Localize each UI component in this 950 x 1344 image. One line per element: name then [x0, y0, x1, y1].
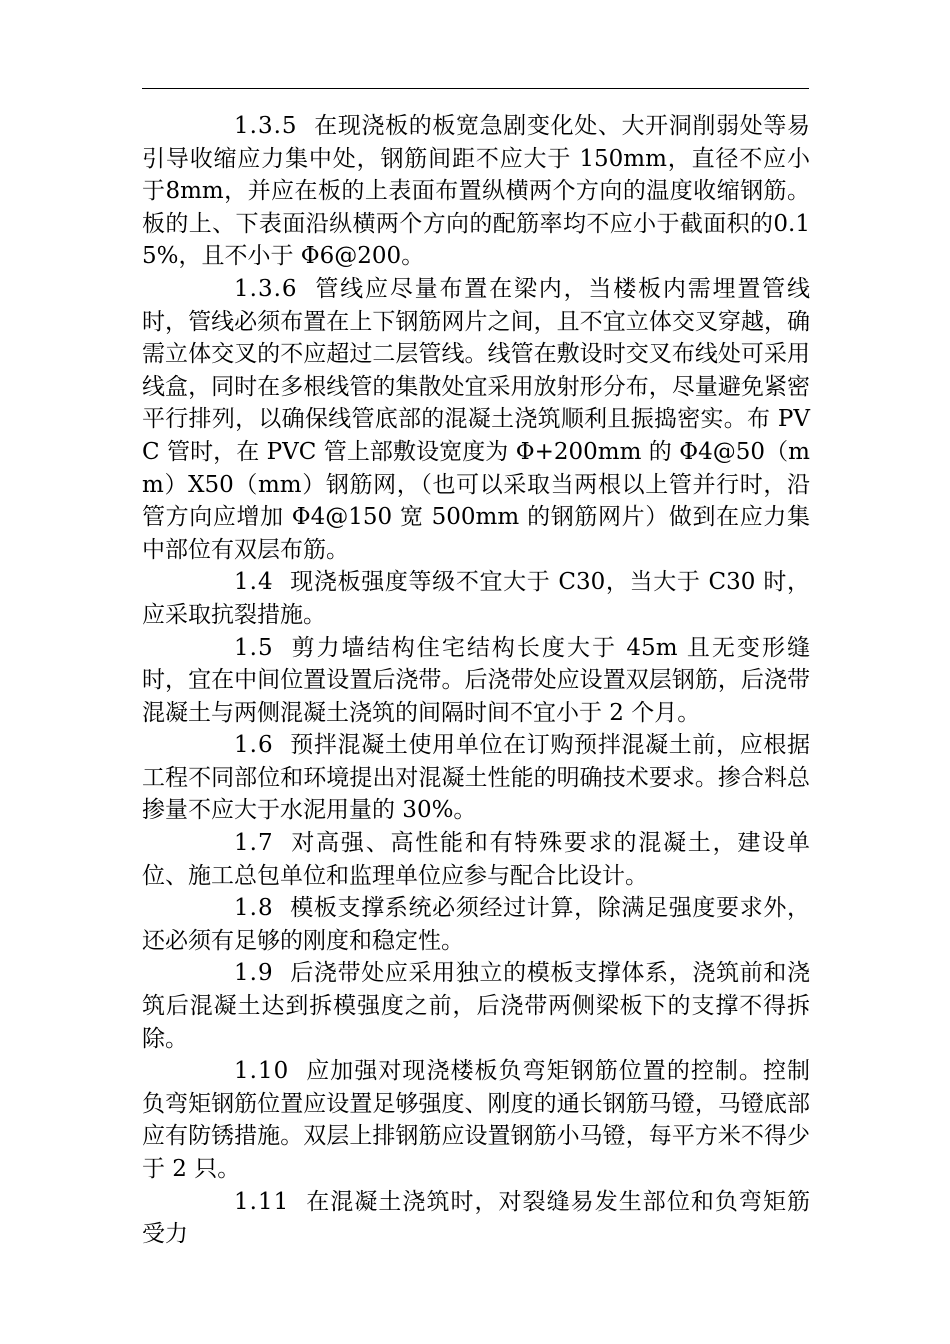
clause-text: 在混凝土浇筑时，对裂缝易发生部位和负弯矩筋受力	[142, 1188, 810, 1248]
clause-number: 1.4	[234, 569, 274, 596]
clause-number: 1.3.6	[234, 275, 298, 302]
document-body	[142, 110, 810, 1251]
paragraph-1-10	[142, 1055, 810, 1185]
paragraph-1-5	[142, 632, 810, 730]
paragraph-1-8	[142, 892, 810, 957]
clause-number: 1.9	[234, 960, 274, 987]
clause-number: 1.3.5	[234, 113, 298, 139]
clause-text: 在现浇板的板宽急剧变化处、大开洞削弱处等易引导收缩应力集中处，钢筋间距不应大于 150mm，直径不应小于8mm，并应在板的上表面布置纵横两个方向的温度收缩钢筋。板的上、下表面沿纵横两个方向的配筋率均不应小于截面积的0.15%，且不小于 Φ6@200。	[142, 113, 810, 270]
clause-number: 1.8	[234, 895, 274, 922]
paragraph-1-11	[142, 1186, 810, 1251]
clause-number: 1.7	[234, 830, 274, 857]
paragraph-1-7	[142, 827, 810, 892]
paragraph-1-3-5	[142, 110, 810, 273]
clause-text: 应加强对现浇楼板负弯矩钢筋位置的控制。控制负弯矩钢筋位置应设置足够强度、刚度的通长钢筋马镫，马镫底部应有防锈措施。双层上排钢筋应设置钢筋小马镫，每平方米不得少于 2 只。	[142, 1058, 810, 1182]
clause-number: 1.11	[234, 1188, 290, 1215]
clause-text: 管线应尽量布置在梁内，当楼板内需埋置管线时，管线必须布置在上下钢筋网片之间，且不宜立体交叉穿越，确需立体交叉的不应超过二层管线。线管在敷设时交叉布线处可采用线盒，同时在多根线管的集散处宜采用放射形分布，尽量避免紧密平行排列，以确保线管底部的混凝土浇筑顺利且振捣密实。布 PVC 管时，在 PVC 管上部敷设宽度为 Φ+200mm 的 Φ4@50（mm）Х50（mm）钢筋网，（也可以采取当两根以上管并行时，沿管方向应增加 Φ4@150 宽 500mm 的钢筋网片）做到在应力集中部位有双层布筋。	[142, 275, 810, 563]
clause-text: 模板支撑系统必须经过计算，除满足强度要求外，还必须有足够的刚度和稳定性。	[142, 895, 810, 954]
clause-text: 现浇板强度等级不宜大于 C30，当大于 C30 时，应采取抗裂措施。	[142, 569, 810, 628]
paragraph-1-3-6	[142, 273, 810, 566]
clause-text: 对高强、高性能和有特殊要求的混凝土，建设单位、施工总包单位和监理单位应参与配合比设计。	[142, 830, 810, 889]
header-rule	[142, 88, 809, 89]
clause-text: 剪力墙结构住宅结构长度大于 45m 且无变形缝时，宜在中间位置设置后浇带。后浇带处应设置双层钢筋，后浇带混凝土与两侧混凝土浇筑的间隔时间不宜小于 2 个月。	[142, 634, 810, 726]
clause-number: 1.6	[234, 732, 274, 759]
clause-text: 后浇带处应采用独立的模板支撑体系，浇筑前和浇筑后混凝土达到拆模强度之前，后浇带两侧梁板下的支撑不得拆除。	[142, 960, 810, 1052]
paragraph-1-6	[142, 729, 810, 827]
clause-text: 预拌混凝土使用单位在订购预拌混凝土前，应根据工程不同部位和环境提出对混凝土性能的明确技术要求。掺合料总掺量不应大于水泥用量的 30%。	[142, 732, 810, 824]
paragraph-1-9	[142, 957, 810, 1055]
clause-number: 1.10	[234, 1058, 290, 1085]
paragraph-1-4	[142, 566, 810, 631]
clause-number: 1.5	[234, 634, 274, 661]
